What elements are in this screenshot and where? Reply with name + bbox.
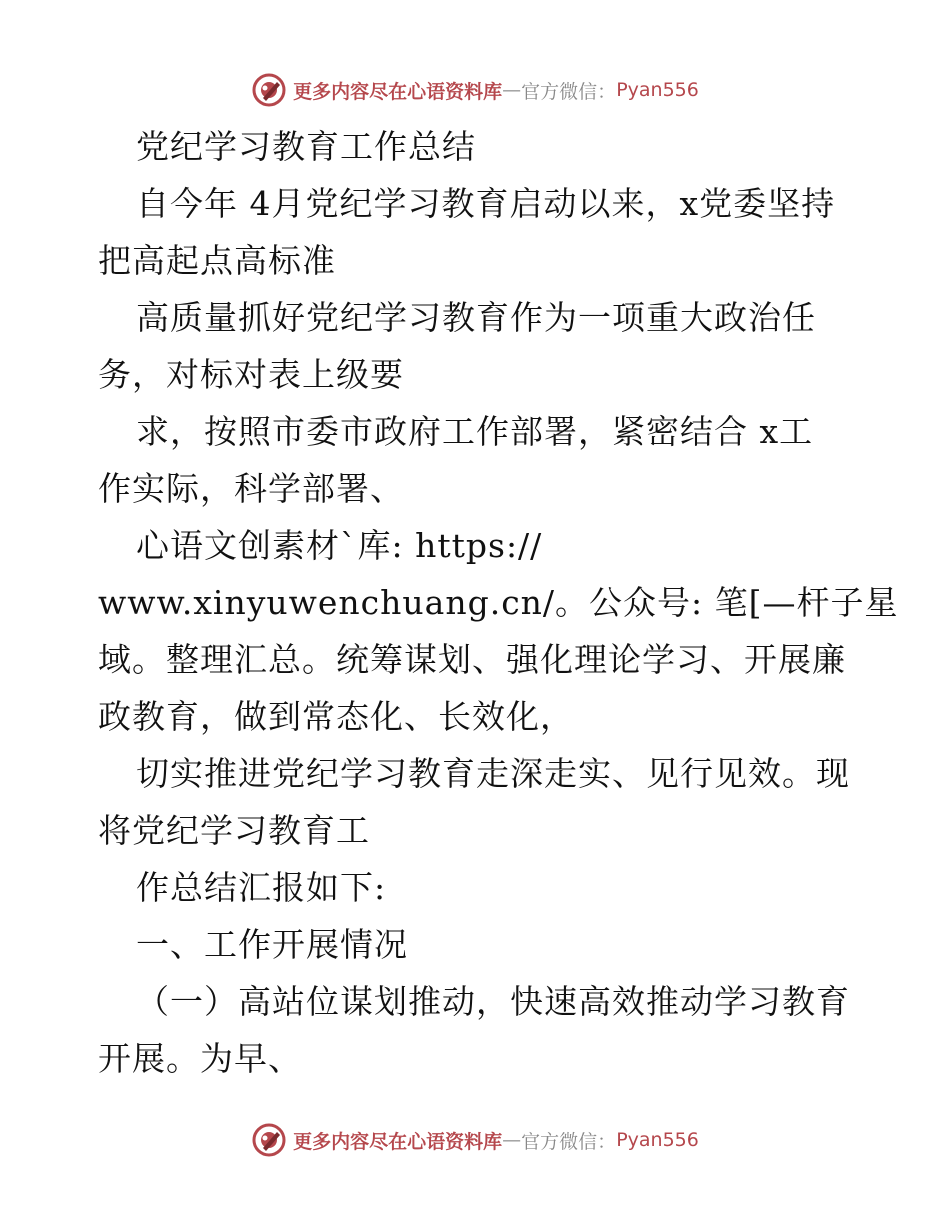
text-line: 切实推进党纪学习教育走深走实、见行见效。现 bbox=[136, 754, 850, 793]
text-line: 心语文创素材`库: https:// bbox=[136, 526, 543, 565]
text-line: 政教育，做到常态化、长效化， bbox=[98, 697, 574, 736]
text-line: 高质量抓好党纪学习教育作为一项重大政治任 bbox=[136, 298, 816, 337]
brand-logo-icon bbox=[251, 1122, 287, 1158]
text-line: 自今年 4月党纪学习教育启动以来，x党委坚持 bbox=[136, 184, 836, 223]
header-watermark bbox=[0, 70, 950, 110]
text-line: www.xinyuwenchuang.cn/。公众号: 笔[—杆子星 bbox=[98, 583, 899, 622]
footer-contact-label: 官方微信： bbox=[521, 1130, 617, 1153]
text-line: 求，按照市委市政府工作部署，紧密结合 x工 bbox=[136, 412, 814, 451]
header-dash: — bbox=[502, 79, 522, 101]
document-body bbox=[98, 118, 899, 1087]
header-brand-text: 更多内容尽在心语资料库 bbox=[293, 80, 503, 103]
brand-logo-icon bbox=[251, 72, 287, 108]
text-line: （一）高站位谋划推动，快速高效推动学习教育 bbox=[136, 982, 850, 1021]
text-line: 党纪学习教育工作总结 bbox=[136, 127, 476, 166]
text-line: 作总结汇报如下: bbox=[136, 868, 387, 907]
text-line: 将党纪学习教育工 bbox=[98, 811, 370, 850]
footer-dash: — bbox=[502, 1129, 522, 1151]
text-line: 作实际，科学部署、 bbox=[98, 469, 404, 508]
footer-contact-id: Pyan556 bbox=[616, 1129, 699, 1151]
footer-brand-text: 更多内容尽在心语资料库 bbox=[293, 1130, 503, 1153]
text-line: 务，对标对表上级要 bbox=[98, 355, 404, 394]
text-line: 开展。为早、 bbox=[98, 1039, 302, 1078]
header-contact-label: 官方微信： bbox=[521, 80, 617, 103]
text-line: 域。整理汇总。统筹谋划、强化理论学习、开展廉 bbox=[98, 640, 846, 679]
text-line: 把高起点高标准 bbox=[98, 241, 336, 280]
text-line: 一、工作开展情况 bbox=[136, 925, 408, 964]
header-contact-id: Pyan556 bbox=[616, 79, 699, 101]
footer-watermark bbox=[0, 1120, 950, 1160]
